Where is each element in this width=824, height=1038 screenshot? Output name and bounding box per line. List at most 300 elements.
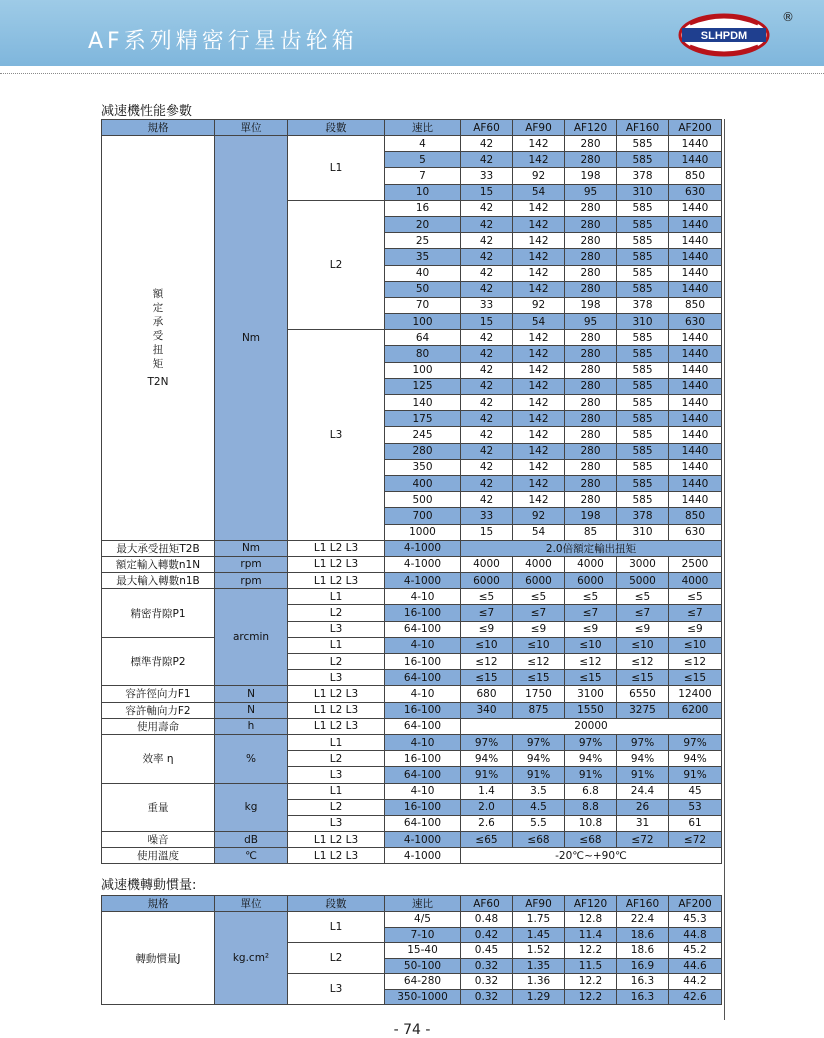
stage-cell: L3: [288, 974, 385, 1005]
value-cell: 310: [617, 524, 669, 540]
column-header: 規格: [102, 896, 215, 912]
unit-cell: ℃: [215, 848, 288, 864]
stage-cell: L1 L2 L3: [288, 718, 385, 734]
ratio-cell: 16-100: [385, 605, 461, 621]
stage-cell: L1: [288, 136, 385, 201]
value-cell: ≤12: [669, 654, 722, 670]
value-cell: 850: [669, 508, 722, 524]
value-cell: 280: [565, 330, 617, 346]
value-cell: 0.32: [461, 958, 513, 974]
value-cell: 15: [461, 314, 513, 330]
value-cell: 12.2: [565, 974, 617, 990]
table-row: [102, 718, 722, 734]
ratio-cell: 25: [385, 233, 461, 249]
inertia-table: [101, 895, 722, 1005]
value-cell: ≤12: [461, 654, 513, 670]
ratio-cell: 350-1000: [385, 989, 461, 1005]
value-cell: 12.2: [565, 989, 617, 1005]
value-cell: 585: [617, 475, 669, 491]
ratio-cell: 4-1000: [385, 848, 461, 864]
spec-label: 容許軸向力F2: [102, 702, 215, 718]
value-cell: 4000: [565, 556, 617, 572]
column-header: AF120: [565, 120, 617, 136]
value-cell: 142: [513, 362, 565, 378]
stage-cell: L2: [288, 654, 385, 670]
value-cell: 280: [565, 378, 617, 394]
page-number: - 74 -: [393, 1022, 431, 1038]
spec-label: 標準背隙P2: [102, 637, 215, 686]
ratio-cell: 40: [385, 265, 461, 281]
value-cell: 12400: [669, 686, 722, 702]
ratio-cell: 175: [385, 411, 461, 427]
value-cell: 2500: [669, 556, 722, 572]
brand-logo: [676, 12, 772, 58]
value-cell: 680: [461, 686, 513, 702]
value-cell: ≤72: [617, 832, 669, 848]
value-cell: 585: [617, 411, 669, 427]
value-cell: 42: [461, 346, 513, 362]
value-cell: 18.6: [617, 927, 669, 943]
table-row: [102, 912, 722, 928]
value-cell: 42: [461, 492, 513, 508]
column-header: 單位: [215, 896, 288, 912]
value-cell: 310: [617, 184, 669, 200]
value-cell: ≤9: [617, 621, 669, 637]
table-row: [102, 540, 722, 556]
value-cell: ≤7: [461, 605, 513, 621]
ratio-cell: 10: [385, 184, 461, 200]
value-cell: 0.32: [461, 989, 513, 1005]
value-cell: 280: [565, 233, 617, 249]
value-cell: 44.2: [669, 974, 722, 990]
value-cell: 1.52: [513, 943, 565, 959]
column-header: AF60: [461, 120, 513, 136]
value-cell: 280: [565, 459, 617, 475]
value-cell: ≤5: [513, 589, 565, 605]
value-cell: ≤9: [461, 621, 513, 637]
ratio-cell: 64-100: [385, 718, 461, 734]
value-cell: 280: [565, 265, 617, 281]
ratio-cell: 64-100: [385, 621, 461, 637]
spec-label: 重量: [102, 783, 215, 832]
value-cell: 280: [565, 362, 617, 378]
value-cell: 5.5: [513, 815, 565, 831]
value-cell: ≤12: [513, 654, 565, 670]
stage-cell: L1: [288, 734, 385, 750]
value-cell: 280: [565, 152, 617, 168]
table-row: [102, 832, 722, 848]
value-cell: 585: [617, 265, 669, 281]
value-cell: ≤10: [513, 637, 565, 653]
value-cell: 198: [565, 508, 617, 524]
value-cell: 1440: [669, 330, 722, 346]
unit-cell: N: [215, 686, 288, 702]
value-cell: 12.8: [565, 912, 617, 928]
stage-cell: L1 L2 L3: [288, 848, 385, 864]
column-header: AF160: [617, 896, 669, 912]
stage-cell: L1: [288, 589, 385, 605]
value-cell: 97%: [461, 734, 513, 750]
value-cell: 42: [461, 443, 513, 459]
value-cell: 585: [617, 395, 669, 411]
value-cell: 1.4: [461, 783, 513, 799]
value-cell: ≤5: [461, 589, 513, 605]
value-cell: 585: [617, 443, 669, 459]
value-cell: 95: [565, 184, 617, 200]
stage-cell: L3: [288, 621, 385, 637]
value-cell: 585: [617, 362, 669, 378]
value-cell: 280: [565, 136, 617, 152]
value-cell: ≤12: [617, 654, 669, 670]
value-cell: 585: [617, 346, 669, 362]
value-cell: 97%: [617, 734, 669, 750]
ratio-cell: 4-10: [385, 783, 461, 799]
value-cell: ≤9: [513, 621, 565, 637]
column-header: AF200: [669, 120, 722, 136]
spec-label: 額定輸入轉數n1N: [102, 556, 215, 572]
table-row: [102, 734, 722, 750]
value-cell: 31: [617, 815, 669, 831]
spec-label: 精密背隙P1: [102, 589, 215, 638]
value-cell: 585: [617, 378, 669, 394]
ratio-cell: 16-100: [385, 751, 461, 767]
value-cell: 94%: [461, 751, 513, 767]
ratio-cell: 4-1000: [385, 540, 461, 556]
value-cell: ≤15: [513, 670, 565, 686]
value-cell: 16.3: [617, 989, 669, 1005]
value-cell: 340: [461, 702, 513, 718]
value-cell: 1550: [565, 702, 617, 718]
value-cell: 585: [617, 459, 669, 475]
ratio-cell: 64-100: [385, 815, 461, 831]
value-cell: 142: [513, 459, 565, 475]
page-header: [0, 0, 824, 66]
stage-cell: L3: [288, 670, 385, 686]
ratio-cell: 4-10: [385, 637, 461, 653]
value-cell: ≤10: [565, 637, 617, 653]
value-cell: 142: [513, 492, 565, 508]
page-border-line: [724, 119, 725, 1020]
value-cell: ≤15: [617, 670, 669, 686]
value-cell: 42: [461, 249, 513, 265]
value-cell: 11.5: [565, 958, 617, 974]
value-cell: 142: [513, 265, 565, 281]
column-header: AF60: [461, 896, 513, 912]
value-cell: 4000: [513, 556, 565, 572]
ratio-cell: 35: [385, 249, 461, 265]
value-cell: 198: [565, 168, 617, 184]
ratio-cell: 64-100: [385, 670, 461, 686]
spec-label: 噪音: [102, 832, 215, 848]
ratio-cell: 64-280: [385, 974, 461, 990]
table-row: [102, 686, 722, 702]
unit-cell: arcmin: [215, 589, 288, 686]
value-cell: 1440: [669, 200, 722, 216]
value-cell: 42: [461, 152, 513, 168]
value-cell: 42.6: [669, 989, 722, 1005]
value-cell: ≤65: [461, 832, 513, 848]
column-header: 規格: [102, 120, 215, 136]
ratio-cell: 16-100: [385, 654, 461, 670]
value-cell: 850: [669, 168, 722, 184]
value-cell: 97%: [669, 734, 722, 750]
value-cell: 378: [617, 297, 669, 313]
value-cell: 585: [617, 281, 669, 297]
value-cell: 280: [565, 281, 617, 297]
value-cell: 42: [461, 136, 513, 152]
value-cell: 94%: [513, 751, 565, 767]
value-cell: 585: [617, 200, 669, 216]
value-cell: 16.3: [617, 974, 669, 990]
value-cell: 875: [513, 702, 565, 718]
stage-cell: L1 L2 L3: [288, 702, 385, 718]
ratio-cell: 4-1000: [385, 832, 461, 848]
ratio-cell: 4-10: [385, 589, 461, 605]
value-cell: 3.5: [513, 783, 565, 799]
section-title-inertia: 减速機轉動慣量:: [101, 878, 197, 893]
logo-text: SLHPDM: [700, 30, 748, 42]
stage-cell: L1: [288, 637, 385, 653]
value-cell: 142: [513, 395, 565, 411]
value-cell: 91%: [461, 767, 513, 783]
stage-cell: L3: [288, 815, 385, 831]
registered-mark: ®: [782, 10, 794, 24]
value-cell: 1440: [669, 395, 722, 411]
value-cell: 4000: [669, 573, 722, 589]
ratio-cell: 280: [385, 443, 461, 459]
value-cell: ≤15: [669, 670, 722, 686]
stage-cell: L2: [288, 751, 385, 767]
value-cell: 6000: [513, 573, 565, 589]
spec-label: 最大承受扭矩T2B: [102, 540, 215, 556]
value-cell: 1440: [669, 362, 722, 378]
table-row: [102, 120, 722, 136]
value-cell: 91%: [565, 767, 617, 783]
value-cell: 280: [565, 200, 617, 216]
spec-label: 轉動慣量J: [102, 912, 215, 1005]
value-cell: 630: [669, 524, 722, 540]
value-cell: 310: [617, 314, 669, 330]
value-cell: 1440: [669, 233, 722, 249]
value-cell: ≤68: [565, 832, 617, 848]
value-cell: 280: [565, 249, 617, 265]
value-cell: 33: [461, 508, 513, 524]
value-cell: 6000: [565, 573, 617, 589]
value-cell: 1440: [669, 152, 722, 168]
value-cell: 142: [513, 443, 565, 459]
value-cell: 6.8: [565, 783, 617, 799]
value-cell: 142: [513, 411, 565, 427]
value-cell: 142: [513, 200, 565, 216]
ratio-cell: 16-100: [385, 702, 461, 718]
value-cell: 280: [565, 411, 617, 427]
value-cell: 94%: [565, 751, 617, 767]
stage-cell: L3: [288, 767, 385, 783]
value-cell: 85: [565, 524, 617, 540]
value-cell: 6550: [617, 686, 669, 702]
value-cell: 18.6: [617, 943, 669, 959]
value-cell: 45.2: [669, 943, 722, 959]
value-cell: 20000: [461, 718, 722, 734]
table-row: [102, 896, 722, 912]
value-cell: 378: [617, 508, 669, 524]
value-cell: 585: [617, 249, 669, 265]
value-cell: 44.8: [669, 927, 722, 943]
value-cell: 280: [565, 443, 617, 459]
value-cell: 53: [669, 799, 722, 815]
ratio-cell: 20: [385, 216, 461, 232]
performance-table: [101, 119, 722, 864]
value-cell: 54: [513, 184, 565, 200]
value-cell: 142: [513, 346, 565, 362]
value-cell: 42: [461, 378, 513, 394]
value-cell: 1.29: [513, 989, 565, 1005]
ratio-cell: 70: [385, 297, 461, 313]
value-cell: 95: [565, 314, 617, 330]
value-cell: ≤15: [565, 670, 617, 686]
value-cell: 54: [513, 524, 565, 540]
value-cell: 97%: [565, 734, 617, 750]
spec-label: 效率 η: [102, 734, 215, 783]
value-cell: 91%: [669, 767, 722, 783]
value-cell: 1440: [669, 216, 722, 232]
ratio-cell: 80: [385, 346, 461, 362]
spec-label: 使用壽命: [102, 718, 215, 734]
value-cell: 42: [461, 281, 513, 297]
value-cell: 1440: [669, 249, 722, 265]
value-cell: ≤12: [565, 654, 617, 670]
value-cell: ≤5: [565, 589, 617, 605]
value-cell: 4000: [461, 556, 513, 572]
value-cell: 280: [565, 492, 617, 508]
value-cell: 92: [513, 508, 565, 524]
page-title: AF系列精密行星齿轮箱: [88, 29, 358, 54]
value-cell: 22.4: [617, 912, 669, 928]
stage-cell: L1 L2 L3: [288, 573, 385, 589]
value-cell: 61: [669, 815, 722, 831]
value-cell: 1.36: [513, 974, 565, 990]
value-cell: 1.75: [513, 912, 565, 928]
value-cell: 42: [461, 200, 513, 216]
stage-cell: L1 L2 L3: [288, 686, 385, 702]
value-cell: 42: [461, 362, 513, 378]
value-cell: 1440: [669, 411, 722, 427]
value-cell: 585: [617, 427, 669, 443]
value-cell: 33: [461, 168, 513, 184]
value-cell: 142: [513, 216, 565, 232]
value-cell: 280: [565, 346, 617, 362]
value-cell: 94%: [669, 751, 722, 767]
value-cell: 280: [565, 475, 617, 491]
value-cell: 280: [565, 216, 617, 232]
value-cell: 11.4: [565, 927, 617, 943]
ratio-cell: 4-1000: [385, 556, 461, 572]
value-cell: ≤9: [669, 621, 722, 637]
value-cell: ≤7: [513, 605, 565, 621]
value-cell: 1440: [669, 427, 722, 443]
value-cell: 3275: [617, 702, 669, 718]
torque-label: 額 定 承 受 扭 矩 T2N: [102, 136, 215, 541]
value-cell: 42: [461, 395, 513, 411]
ratio-cell: 100: [385, 314, 461, 330]
value-cell: 2.6: [461, 815, 513, 831]
value-cell: 1440: [669, 281, 722, 297]
stage-cell: L1 L2 L3: [288, 832, 385, 848]
value-cell: 1750: [513, 686, 565, 702]
column-header: AF200: [669, 896, 722, 912]
value-cell: 1440: [669, 492, 722, 508]
value-cell: 6000: [461, 573, 513, 589]
value-cell: 1.35: [513, 958, 565, 974]
value-cell: 44.6: [669, 958, 722, 974]
value-cell: 24.4: [617, 783, 669, 799]
value-cell: 3000: [617, 556, 669, 572]
ratio-cell: 700: [385, 508, 461, 524]
ratio-cell: 4/5: [385, 912, 461, 928]
column-header: 段數: [288, 120, 385, 136]
stage-cell: L1 L2 L3: [288, 540, 385, 556]
unit-cell: kg.cm²: [215, 912, 288, 1005]
ratio-cell: 4: [385, 136, 461, 152]
value-cell: 630: [669, 184, 722, 200]
ratio-cell: 245: [385, 427, 461, 443]
table-row: [102, 136, 722, 152]
value-cell: 142: [513, 427, 565, 443]
value-cell: 142: [513, 249, 565, 265]
ratio-cell: 4-1000: [385, 573, 461, 589]
unit-cell: N: [215, 702, 288, 718]
value-cell: 42: [461, 427, 513, 443]
ratio-cell: 7-10: [385, 927, 461, 943]
ratio-cell: 50-100: [385, 958, 461, 974]
value-cell: 6200: [669, 702, 722, 718]
value-cell: 850: [669, 297, 722, 313]
value-cell: ≤5: [669, 589, 722, 605]
column-header: 速比: [385, 120, 461, 136]
value-cell: 94%: [617, 751, 669, 767]
value-cell: 142: [513, 330, 565, 346]
value-cell: 1.45: [513, 927, 565, 943]
value-cell: 142: [513, 475, 565, 491]
ratio-cell: 64-100: [385, 767, 461, 783]
table-row: [102, 783, 722, 799]
unit-cell: %: [215, 734, 288, 783]
value-cell: 585: [617, 152, 669, 168]
value-cell: 26: [617, 799, 669, 815]
value-cell: ≤7: [617, 605, 669, 621]
column-header: AF160: [617, 120, 669, 136]
value-cell: 42: [461, 330, 513, 346]
value-cell: 378: [617, 168, 669, 184]
value-cell: 585: [617, 233, 669, 249]
spec-label: 最大輸入轉數n1B: [102, 573, 215, 589]
ratio-cell: 350: [385, 459, 461, 475]
value-cell: 33: [461, 297, 513, 313]
value-cell: 1440: [669, 475, 722, 491]
value-cell: 97%: [513, 734, 565, 750]
table-row: [102, 702, 722, 718]
value-cell: ≤68: [513, 832, 565, 848]
table-row: [102, 848, 722, 864]
unit-cell: dB: [215, 832, 288, 848]
value-cell: 45: [669, 783, 722, 799]
stage-cell: L2: [288, 200, 385, 330]
value-cell: 1440: [669, 443, 722, 459]
column-header: AF90: [513, 120, 565, 136]
value-cell: 16.9: [617, 958, 669, 974]
value-cell: 0.32: [461, 974, 513, 990]
value-cell: 0.45: [461, 943, 513, 959]
